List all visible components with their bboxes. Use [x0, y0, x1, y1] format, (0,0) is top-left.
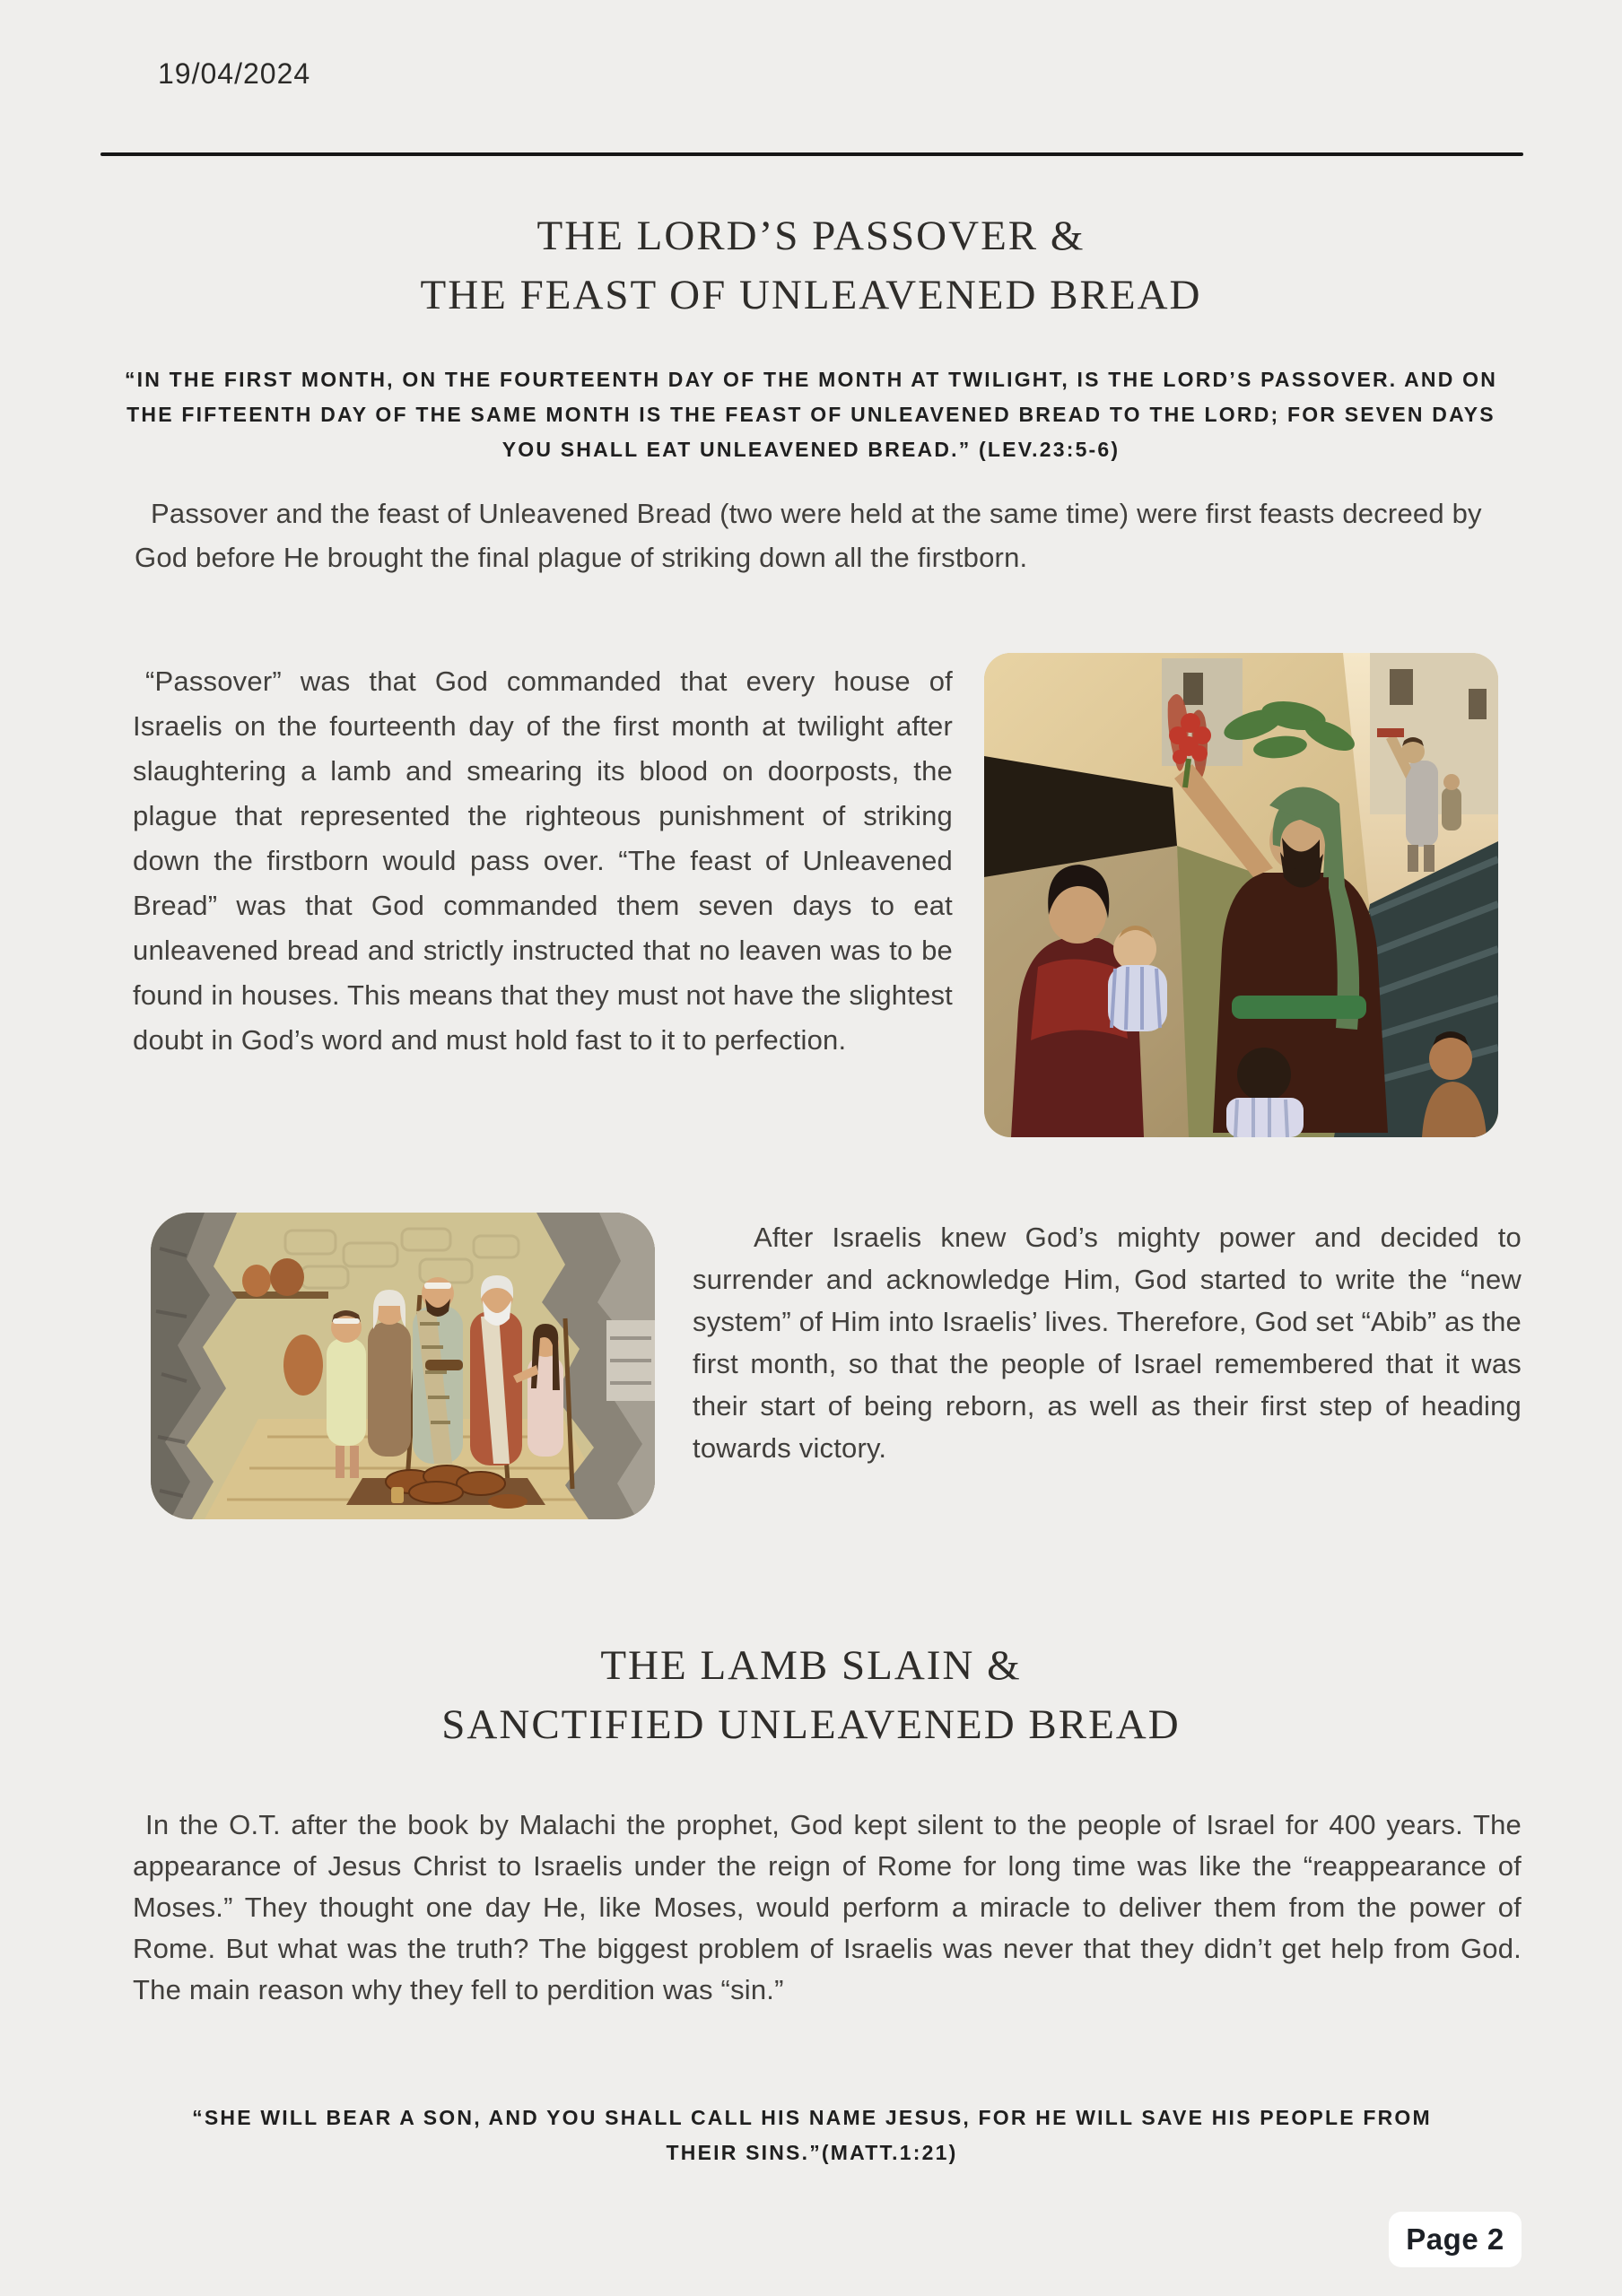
abib-paragraph: After Israelis knew God’s mighty power and decided to surrender and acknowledge Him, God started to write the “new system” of Him into Israelis’ lives. Therefore, God set “Abib” as the first month, so that the people of Israel remembered that it was their start of being reborn, as well as their first step of heading towards victory.: [693, 1222, 1522, 1464]
article-title-line-2: THE FEAST OF UNLEAVENED BREAD: [420, 272, 1202, 318]
scripture-quote-matthew: “SHE WILL BEAR A SON, AND YOU SHALL CALL HIS NAME JESUS, FOR HE WILL SAVE HIS PEOPLE FROM THEIR SINS.”(MATT.1:21): [192, 2106, 1432, 2164]
intro-paragraph: Passover and the feast of Unleavened Bread (two were held at the same time) were first feasts decreed by God before He brought the final plague of striking down all the firstborn.: [135, 498, 1482, 573]
article-title-line-1: THE LORD’S PASSOVER &: [536, 213, 1086, 259]
section-title-line-2: SANCTIFIED UNLEAVENED BREAD: [441, 1701, 1181, 1748]
article-title: [0, 206, 1622, 325]
section-title-line-1: THE LAMB SLAIN &: [600, 1642, 1022, 1689]
page-number-badge: Page 2: [1389, 2212, 1522, 2267]
passover-paragraph: “Passover” was that God commanded that every house of Israelis on the fourteenth day of the first month at twilight after slaughtering a lamb and smearing its blood on doorposts, the plague that represented the righteous punishment of striking down the firstborn would pass over. “The feast of Unleavened Bread” was that God commanded them seven days to eat unleavened bread and strictly instructed that no leaven was to be found in houses. This means that they must not have the slightest doubt in God’s word and must hold fast to it to perfection.: [133, 665, 953, 1056]
scripture-quote-leviticus: “IN THE FIRST MONTH, ON THE FOURTEENTH DAY OF THE MONTH AT TWILIGHT, IS THE LORD’S PASSOVER. AND ON THE FIFTEENTH DAY OF THE SAME MONTH IS THE FEAST OF UNLEAVENED BREAD TO THE LORD; FOR SEVEN DAYS YOU SHALL EAT UNLEAVENED BREAD.” (LEV.23:5-6): [124, 368, 1498, 461]
passover-doorpost-illustration: [984, 653, 1498, 1137]
family-meal-illustration: [151, 1213, 655, 1519]
header-divider: [100, 152, 1523, 156]
ot-paragraph: In the O.T. after the book by Malachi the prophet, God kept silent to the people of Israel for 400 years. The appearance of Jesus Christ to Israelis under the reign of Rome for long time was like the “reappearance of Moses.” They thought one day He, like Moses, would perform a miracle to deliver them from the power of Rome. But what was the truth? The biggest problem of Israelis was never that they didn’t get help from God. The main reason why they fell to perdition was “sin.”: [133, 1809, 1522, 2005]
section-title: [0, 1636, 1622, 1754]
family-meal-image: [151, 1213, 655, 1519]
date-label: 19/04/2024: [158, 57, 311, 90]
passover-doorpost-image: [984, 653, 1498, 1137]
